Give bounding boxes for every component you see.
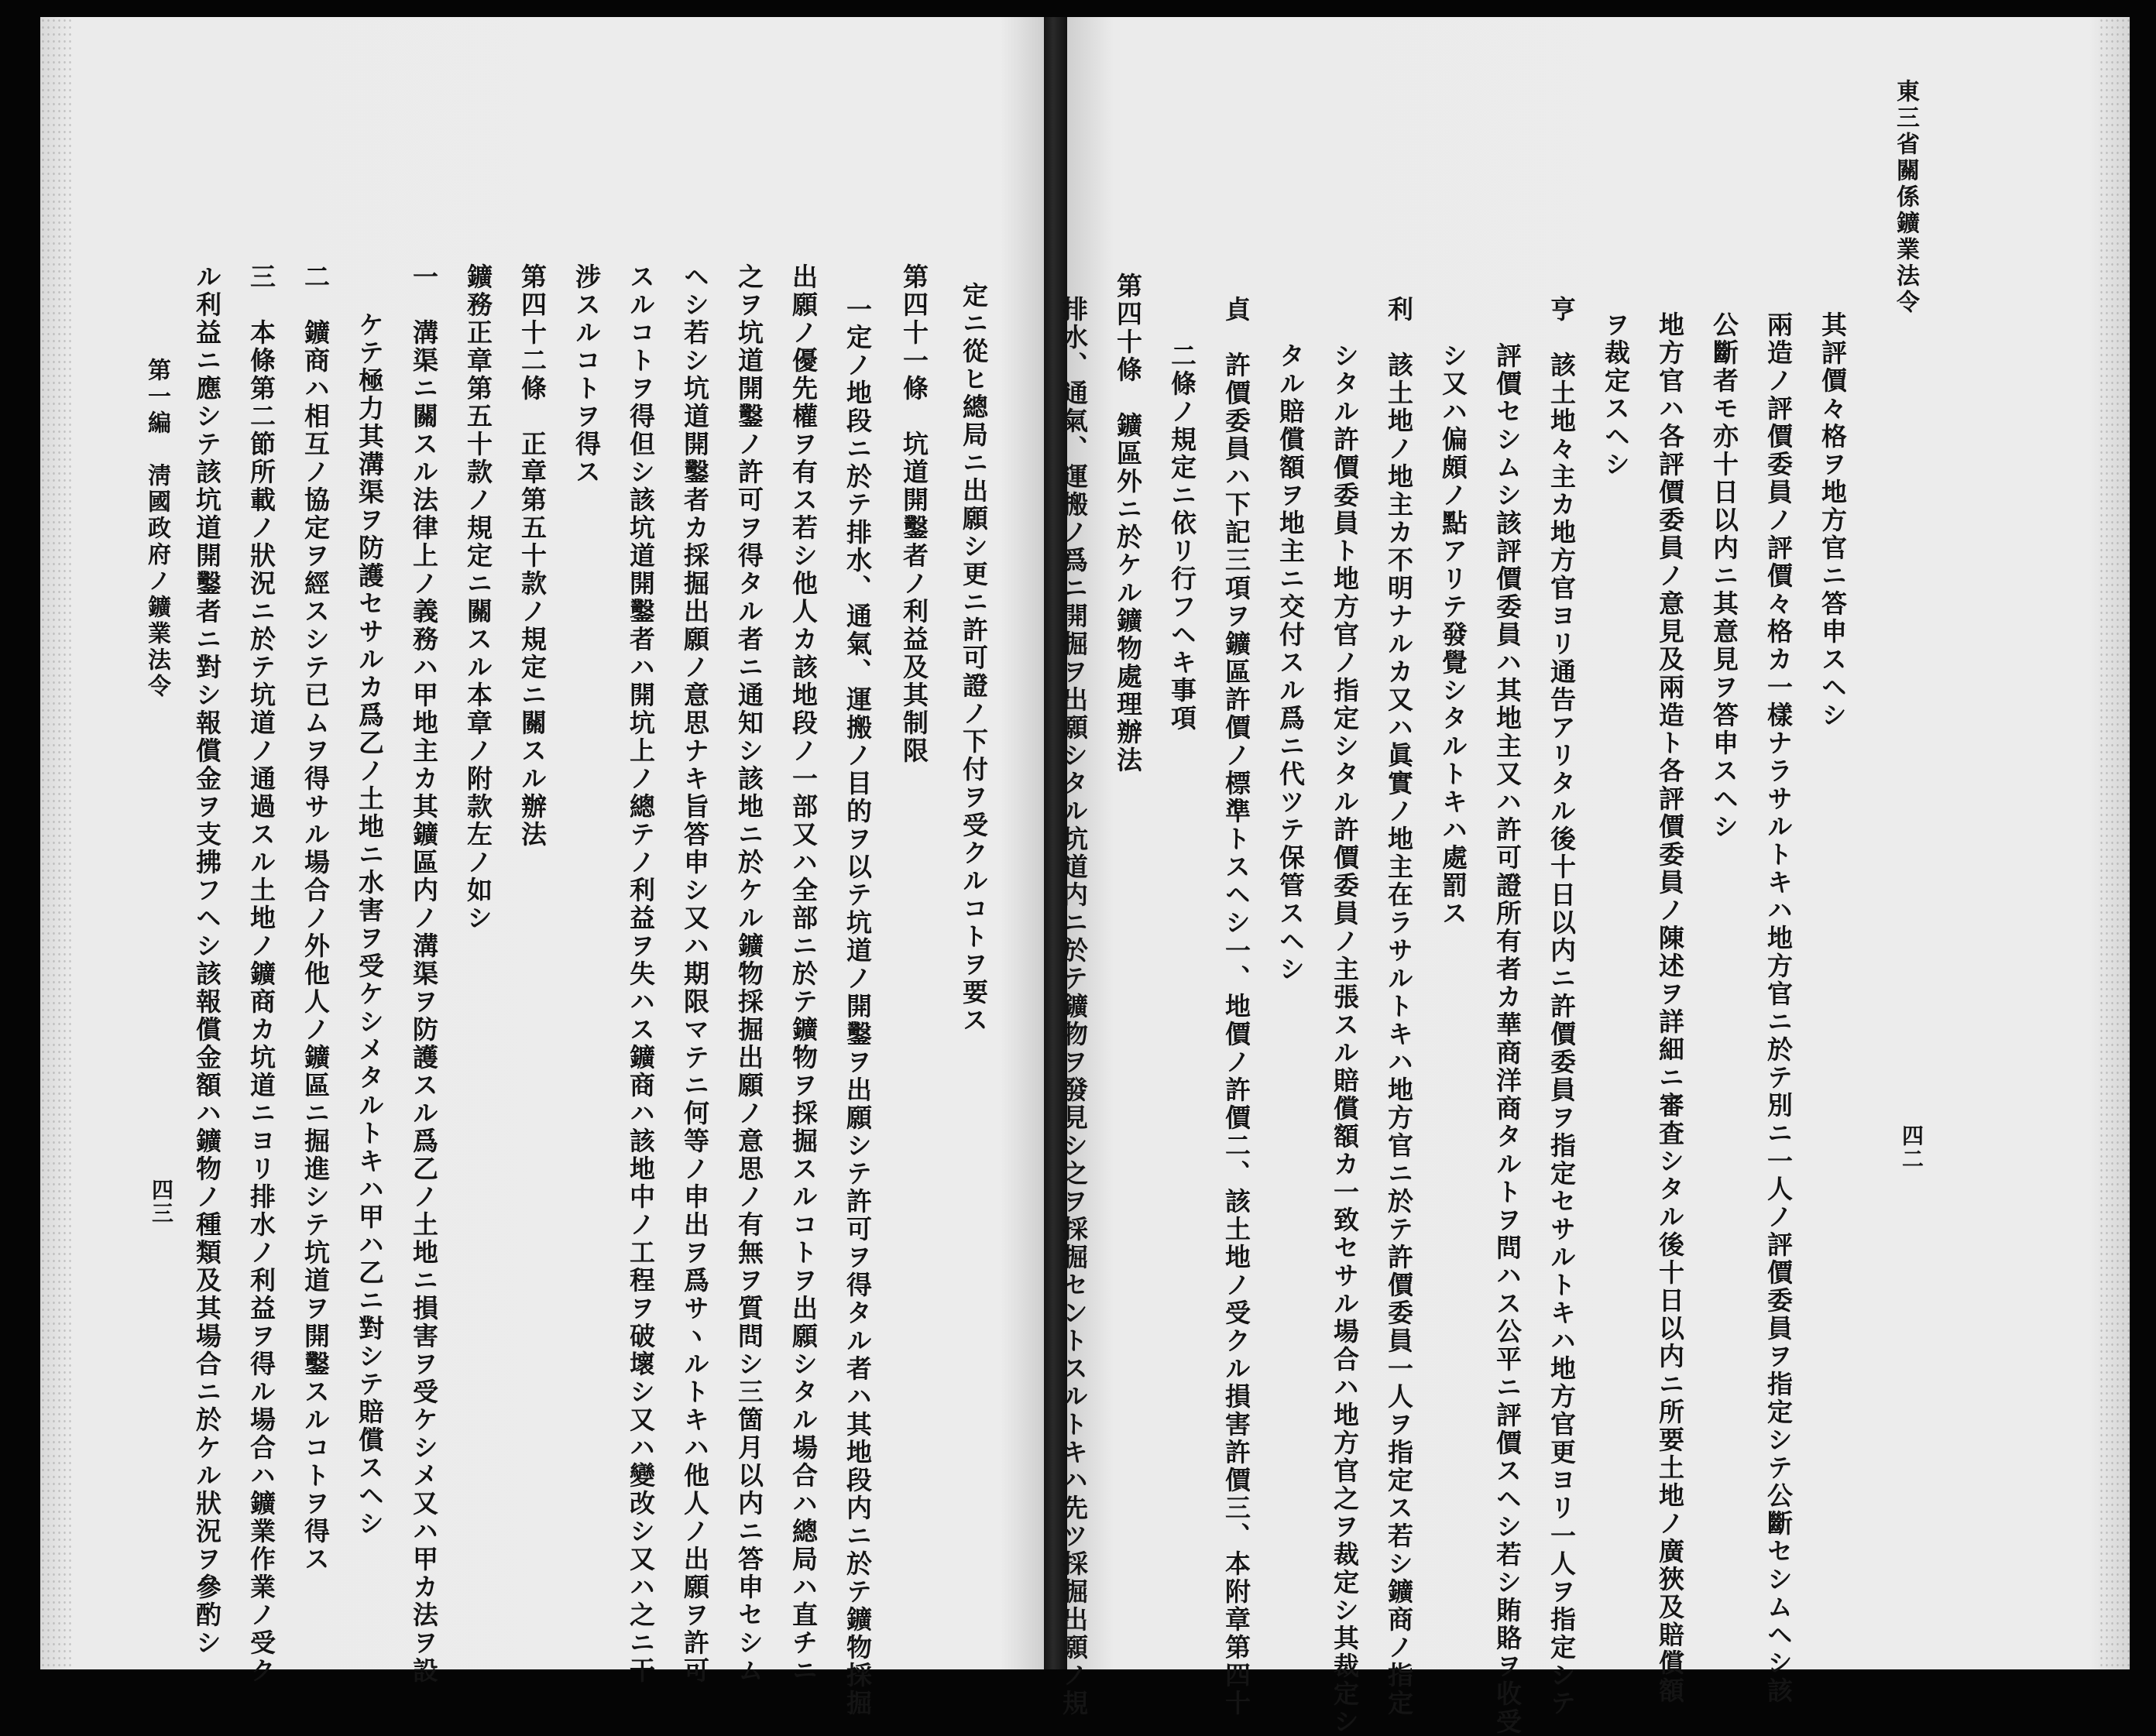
list-item: 二 鑛商ハ相互ノ協定ヲ經スシテ已ムヲ得サル場合ノ外他人ノ鑛區ニ掘進シテ坑道ヲ開鑿スルコトヲ得ス (300, 263, 331, 1573)
text-column: 二條ノ規定ニ依リ行フヘキ事項 (1167, 342, 1197, 732)
running-title: 東三省關係鑛業法令 (1892, 79, 1919, 316)
text-column: 一定ノ地段ニ於テ排水、通氣、運搬ノ目的ヲ以テ坑道ノ開鑿ヲ出願シテ許可ヲ得タル者ハ其地段内ニ於テ鑛物採掘 (843, 296, 873, 1717)
clause-item: 利 該土地ノ地主カ不明ナルカ又ハ眞實ノ地主在ラサルトキハ地方官ニ於テ許價委員一人ヲ指定ス若シ鑛商ノ指定 (1384, 296, 1414, 1717)
page-number: 四三 (149, 1178, 174, 1225)
text-column: シタル許價委員ト地方官ノ指定シタル許價委員ノ主張スル賠償額カ一致セサル場合ハ地方官之ヲ裁定シ其裁定シ (1330, 342, 1360, 1736)
text-column: 鑛務正章第五十款ノ規定ニ關スル本章ノ附款左ノ如シ (463, 263, 493, 932)
text-column: 公斷者モ亦十日以内ニ其意見ヲ答申スヘシ (1709, 311, 1739, 841)
text-column: 之ヲ坑道開鑿ノ許可ヲ得タル者ニ通知シ該地ニ於ケル鑛物採掘出願ノ意思ノ有無ヲ質問シ三箇月以内ニ答申セシム (734, 263, 764, 1685)
right-page (1059, 17, 2130, 1736)
list-item: 一 溝渠ニ關スル法律上ノ義務ハ甲地主カ其鑛區内ノ溝渠ヲ防護スル爲乙ノ土地ニ損害ヲ受ケシメ又ハ甲カ法ヲ設 (409, 263, 439, 1685)
text-column: 定ニ從ヒ總局ニ出願シ更ニ許可證ノ下付ヲ受クルコトヲ要ス (959, 282, 989, 1034)
text-column: 排水、通氣、運搬ノ爲ニ開掘ヲ出願シタル坑道内ニ於テ鑛物ヲ發見シ之ヲ採掘セントスルトキハ先ツ採掘出願ノ規 (1059, 296, 1089, 1717)
text-column: 涉スルコトヲ得ス (572, 263, 602, 486)
text-column: 出願ノ優先權ヲ有ス若シ他人カ該地段ノ一部又ハ全部ニ於テ鑛物ヲ採掘スルコトヲ出願シタル場合ハ總局ハ直チニ (788, 263, 819, 1685)
text-column: ヘシ若シ坑道開鑿者カ採掘出願ノ意思ナキ旨答申シ又ハ期限マテニ何等ノ申出ヲ爲サヽルトキハ他人ノ出願ヲ許可 (680, 263, 710, 1685)
clause-item: 亨 該土地々主カ地方官ヨリ通告アリタル後十日以内ニ許價委員ヲ指定セサルトキハ地方官更ヨリ一人ヲ指定シテ (1547, 296, 1577, 1717)
article-heading: 第四十二條 正章第五十款ノ規定ニ關スル辦法 (517, 263, 548, 849)
article-heading: 第四十條 鑛區外ニ於ケル鑛物處理辦法 (1113, 273, 1143, 774)
page-edge-speckle (40, 17, 71, 1669)
text-column: タル賠償額ヲ地主ニ交付スル爲ニ代ツテ保管スヘシ (1275, 342, 1306, 983)
footer-title: 第一編 淸國政府ノ鑛業法令 (143, 358, 170, 700)
list-item-continuation: ル利益ニ應シテ該坑道開鑿者ニ對シ報償金ヲ支拂フヘシ該報償金額ハ鑛物ノ種類及其場合ニ於ケル狀況ヲ參酌シ (192, 263, 222, 1657)
page-edge-speckle (2099, 17, 2130, 1669)
clause-item: 貞 許價委員ハ下記三項ヲ鑛區許價ノ標準トスヘシ一、地價ノ許價二、該土地ノ受クル損害許價三、本附章第四十 (1221, 296, 1251, 1717)
list-item: 三 本條第二節所載ノ狀況ニ於テ坑道ノ通過スル土地ノ鑛商カ坑道ニヨリ排水ノ利益ヲ得ル場合ハ鑛業作業ノ受ク (246, 263, 276, 1685)
list-item-continuation: ケテ極力其溝渠ヲ防護セサルカ爲乙ノ土地ニ水害ヲ受ケシメタルトキハ甲ハ乙ニ對シテ賠償スヘシ (355, 311, 385, 1538)
article-heading: 第四十一條 坑道開鑿者ノ利益及其制限 (899, 263, 929, 765)
text-column: 評價セシムシ該評價委員ハ其地主又ハ許可證所有者カ華商洋商タルトヲ問ハス公平ニ評價スヘシ若シ賄賂ヲ收受 (1492, 342, 1523, 1736)
text-column: 兩造ノ評價委員ノ評價々格カ一樣ナラサルトキハ地方官ニ於テ別ニ一人ノ評價委員ヲ指定シテ公斷セシムヘシ該 (1763, 311, 1794, 1705)
text-column: シ又ハ偏頗ノ點アリテ發覺シタルトキハ處罰ス (1438, 342, 1468, 928)
text-column: 其評價々格ヲ地方官ニ答申スヘシ (1818, 311, 1848, 729)
page-number: 四二 (1899, 1124, 1924, 1171)
text-column: スルコトヲ得但シ該坑道開鑿者ハ開坑上ノ總テノ利益ヲ失ハス鑛商ハ該地中ノ工程ヲ破壞シ又ハ變改シ又ハ之ニ干 (626, 263, 656, 1685)
text-column: 地方官ハ各評價委員ノ意見及兩造ト各評價委員ノ陳述ヲ詳細ニ審査シタル後十日以内ニ所要土地ノ廣狹及賠償額 (1655, 311, 1685, 1705)
text-column: ヲ裁定スヘシ (1601, 311, 1631, 479)
left-page (40, 17, 1044, 1717)
